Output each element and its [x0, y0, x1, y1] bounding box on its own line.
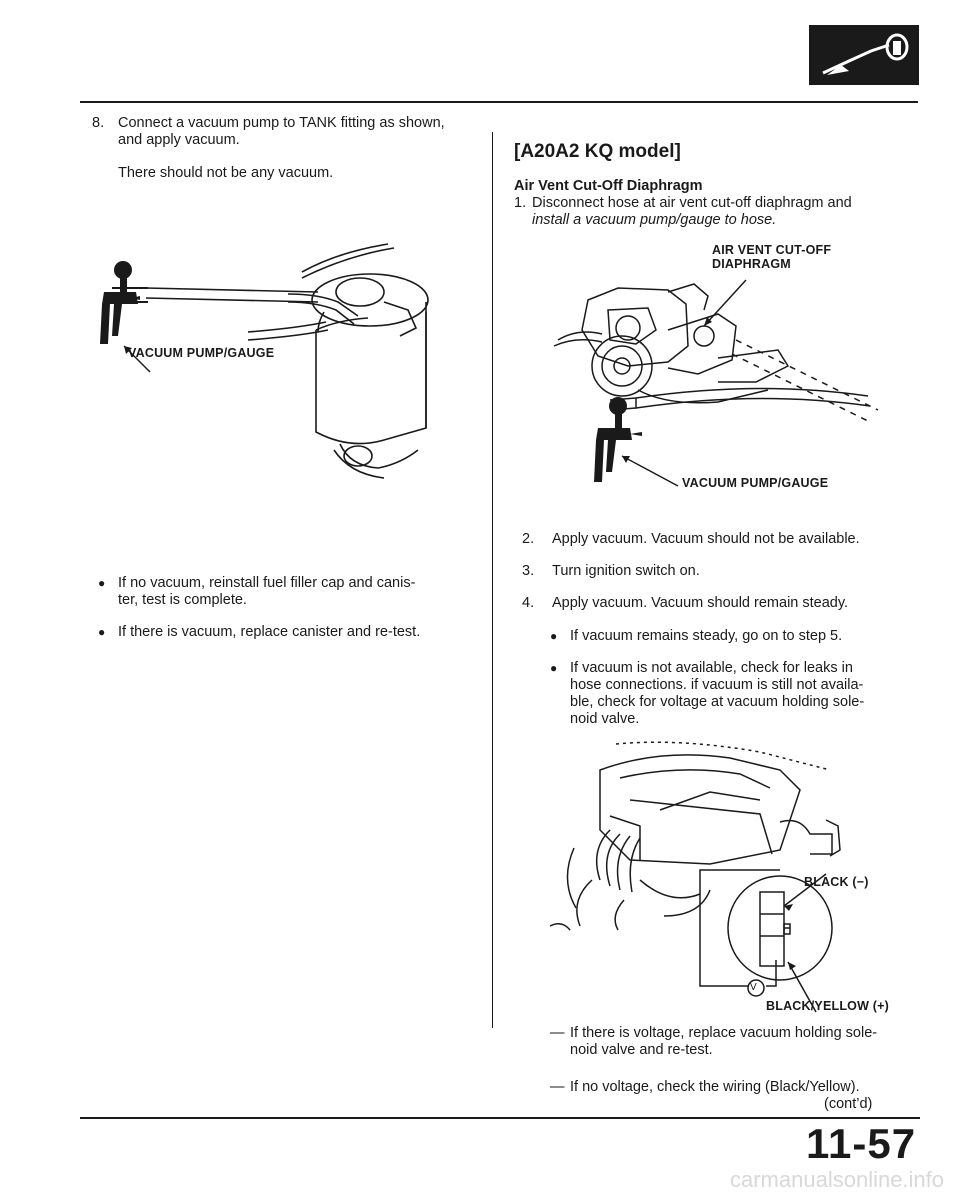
header-rule — [80, 101, 918, 103]
step-8-note: There should not be any vacuum. — [118, 165, 334, 181]
dash-voltage-line1 — [550, 1025, 878, 1042]
fig2-pump-label: VACUUM PUMP/GAUGE — [682, 476, 829, 490]
step-2-text: Apply vacuum. Vacuum should not be available. — [552, 531, 860, 547]
step-1-number: 1. — [514, 195, 527, 211]
section-icon — [809, 25, 919, 85]
dash-voltage-line1-text: If there is voltage, replace vacuum holding sole- — [570, 1025, 878, 1041]
step-2-number: 2. — [522, 531, 535, 547]
step-8-text-line1: Connect a vacuum pump to TANK fitting as shown, — [118, 115, 445, 131]
canister-figure — [88, 232, 448, 502]
dash-marker: — — [550, 1079, 565, 1095]
page-number: 11-57 — [806, 1120, 917, 1167]
bullet-replace-canister: ● If there is vacuum, replace canister and re-test. — [118, 624, 420, 641]
bullet-vacuum-unavailable-line4: noid valve. — [570, 711, 640, 727]
step-1-line2: install a vacuum pump/gauge to hose. — [532, 212, 777, 228]
black-terminal-label: BLACK (−) — [804, 875, 869, 889]
dash-no-voltage — [550, 1079, 860, 1096]
black-yellow-terminal-label: BLACK/YELLOW (+) — [766, 999, 889, 1013]
voltmeter-symbol: V — [750, 982, 757, 993]
continued-label: (cont’d) — [824, 1096, 873, 1112]
bullet-vacuum-unavailable-line3: ble, check for voltage at vacuum holding sole- — [570, 694, 865, 710]
footer-rule — [80, 1117, 920, 1119]
air-vent-diaphragm-label-1: AIR VENT CUT-OFF — [712, 243, 832, 257]
bullet-vacuum-unavailable-line2: hose connections. if vacuum is still not availa- — [570, 677, 864, 693]
step-4-number: 4. — [522, 595, 535, 611]
air-vent-diaphragm-label-2: DIAPHRAGM — [712, 257, 791, 271]
watermark: carmanualsonline.info — [730, 1167, 945, 1192]
section-title: [A20A2 KQ model] — [514, 141, 681, 162]
step-3-number: 3. — [522, 563, 535, 579]
step-3-text: Turn ignition switch on. — [552, 563, 700, 579]
subheading-air-vent: Air Vent Cut-Off Diaphragm — [514, 178, 703, 194]
carburetor-figure — [518, 270, 888, 500]
bullet-no-vacuum-line1: ● If no vacuum, reinstall fuel filler cap and canis- — [118, 575, 415, 592]
solenoid-connector-figure — [540, 730, 890, 1010]
bullet-vacuum-unavailable-line1: ● If vacuum is not available, check for leaks in — [570, 660, 853, 677]
step-4-text: Apply vacuum. Vacuum should remain steady. — [552, 595, 849, 611]
vacuum-pump-gauge-label: VACUUM PUMP/GAUGE — [128, 346, 275, 360]
dash-no-voltage-text: If no voltage, check the wiring (Black/Yellow). — [570, 1079, 860, 1095]
bullet-vacuum-steady: ● If vacuum remains steady, go on to step 5. — [570, 628, 842, 645]
step-1-line1: Disconnect hose at air vent cut-off diaphragm and — [532, 195, 852, 211]
bullet-no-vacuum-line2: ter, test is complete. — [118, 592, 247, 608]
step-8-number: 8. — [92, 115, 105, 131]
dash-voltage-line2: noid valve and re-test. — [570, 1042, 713, 1058]
dash-marker: — — [550, 1025, 565, 1041]
step-8-text-line2: and apply vacuum. — [118, 132, 240, 148]
column-divider — [492, 132, 493, 1028]
